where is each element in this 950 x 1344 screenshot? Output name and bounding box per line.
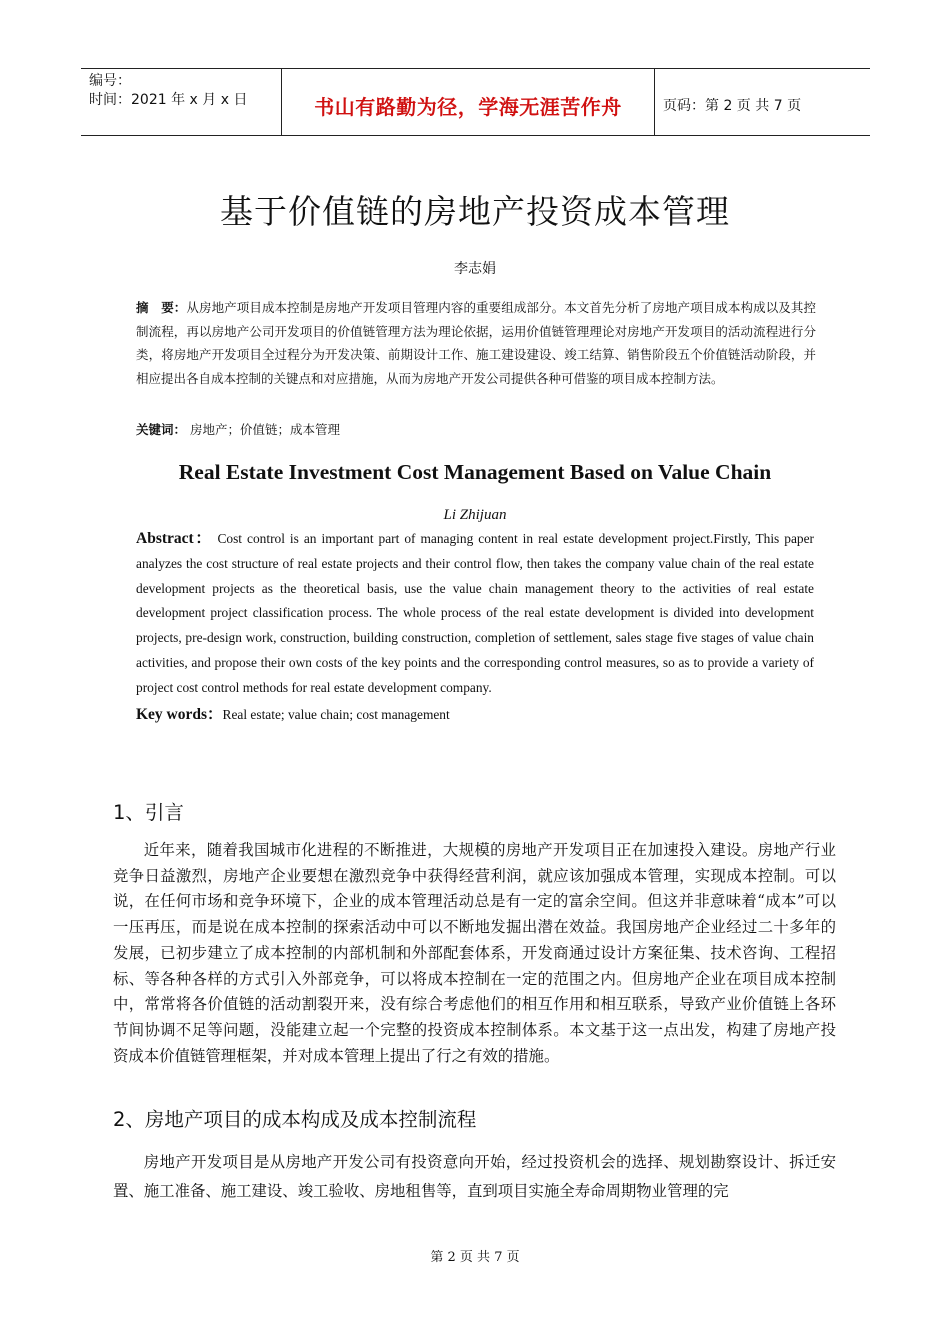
keywords-en-label: Key words：	[136, 706, 223, 723]
abstract-cn-text: 从房地产项目成本控制是房地产开发项目管理内容的重要组成部分。本文首先分析了房地产项目成本构成以及其控制流程，再以房地产公司开发项目的价值链管理方法为理论依据，运用价值链管理理论对房地产开发项目的活动流程进行分类，将房地产开发项目全过程分为开发决策、前期设计工作、施工建设建设、竣工结算、销售阶段五个价值链活动阶段，并相应提出各自成本控制的关键点和对应措施，从而为房地产开发公司提供各种可借鉴的项目成本控制方法。	[136, 300, 816, 386]
page-header	[81, 68, 870, 136]
keywords-en-text: Real estate; value chain; cost management	[222, 707, 450, 722]
author-cn: 李志娟	[454, 261, 496, 277]
keywords-cn	[136, 420, 340, 438]
abstract-cn-label: 摘 要：	[136, 300, 187, 315]
abstract-en-text: Cost control is an important part of managing content in real estate development project.Firstly, This paper analyzes the cost structure of real estate projects and their control flow, then takes the company value chain of the real estate development projects as the theoretical basis, use the value chain management theory to the activities of real estate development project classification process. The whole process of the real estate development is divided into development projects, pre-design work, construction, building construction, completion of settlement, sales stage five stages of value chain activities, and propose their own costs of the key points and the corresponding control measures, so as to provide a variety of project cost control methods for real estate development company.	[136, 531, 814, 695]
keywords-en	[136, 702, 450, 724]
keywords-cn-label: 关键词：	[136, 422, 187, 437]
author-en: Li Zhijuan	[443, 507, 507, 523]
paper-title-cn: 基于价值链的房地产投资成本管理	[220, 192, 730, 231]
header-left-cell	[81, 69, 281, 135]
page-footer: 第 2 页 共 7 页	[430, 1250, 520, 1265]
section-heading-introduction: 1、引言	[113, 801, 184, 824]
abstract-en	[136, 527, 814, 701]
header-page-label: 页码：第 2 页 共 7 页	[663, 98, 802, 114]
abstract-en-label: Abstract：	[136, 530, 213, 547]
section-heading-cost-structure: 2、房地产项目的成本构成及成本控制流程	[113, 1108, 477, 1131]
doc-number-label: 编号：	[89, 73, 131, 89]
abstract-cn	[136, 296, 816, 390]
date-label: 时间：2021 年 x 月 x 日	[89, 92, 248, 108]
keywords-cn-text: 房地产；价值链；成本管理	[190, 422, 341, 437]
paper-title-en: Real Estate Investment Cost Management Based on Value Chain	[178, 460, 772, 484]
section-paragraph-cost-structure: 房地产开发项目是从房地产开发公司有投资意向开始，经过投资机会的选择、规划勘察设计、拆迁安置、施工准备、施工建设、竣工验收、房地租售等，直到项目实施全寿命周期物业管理的完	[113, 1153, 836, 1200]
section-paragraph-introduction: 近年来，随着我国城市化进程的不断推进，大规模的房地产开发项目正在加速投入建设。房地产行业竞争日益激烈，房地产企业要想在激烈竞争中获得经营利润，就应该加强成本管理，实现成本控制。可以说，在任何市场和竞争环境下，企业的成本管理活动总是有一定的富余空间。但这并非意味着“成本”可以一压再压，而是说在成本控制的探索活动中可以不断地发掘出潜在效益。我国房地产企业经过二十多年的发展，已初步建立了成本控制的内部机制和外部配套体系，开发商通过设计方案征集、技术咨询、工程招标、等各种各样的方式引入外部竞争，可以将成本控制在一定的范围之内。但房地产企业在项目成本控制中，常常将各价值链的活动割裂开来，没有综合考虑他们的相互作用和相互联系，导致产业价值链上各环节间协调不足等问题，没能建立起一个完整的投资成本控制体系。本文基于这一点出发，构建了房地产投资成本价值链管理框架，并对成本管理上提出了行之有效的措施。	[113, 841, 836, 1065]
header-motto: 书山有路勤为径，学海无涯苦作舟	[281, 69, 655, 135]
